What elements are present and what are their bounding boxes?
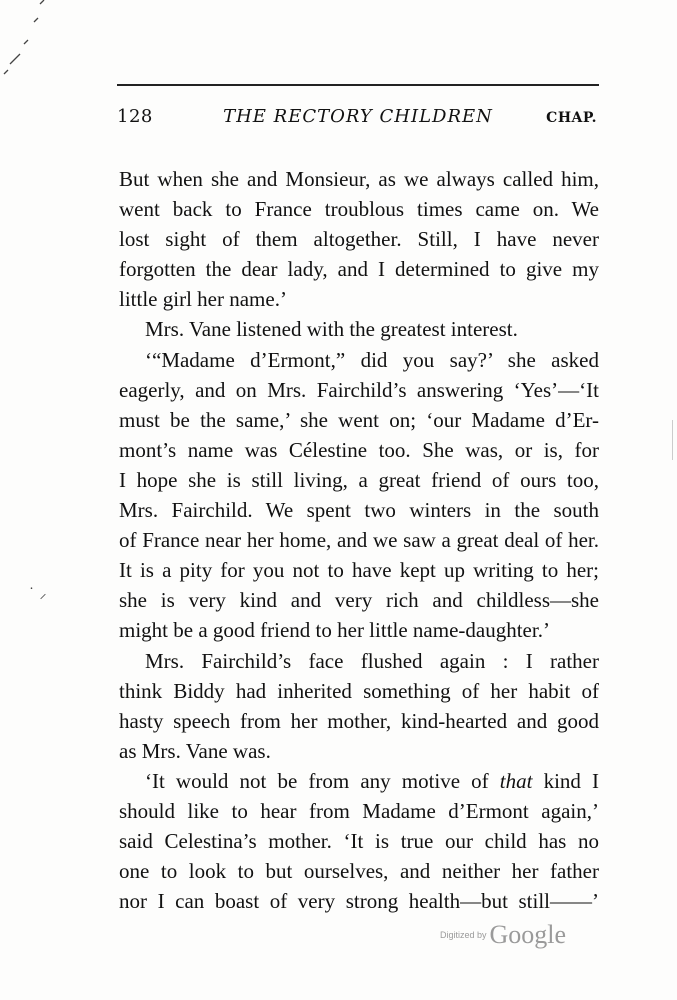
- text-line: as Mrs. Vane was.: [119, 738, 271, 763]
- text-line: of France near her home, and we saw a great deal of her.: [119, 528, 599, 553]
- page-number: 128: [117, 106, 153, 127]
- text-line: mont’s name was Célestine too. She was, or is, for: [119, 437, 599, 462]
- text-line: said Celestina’s mother. ‘It is true our child has no: [119, 829, 599, 854]
- text-run: ‘It would not be from any motive of: [145, 768, 500, 793]
- text-line: think Biddy had inherited something of her habit of: [119, 678, 599, 703]
- text-line: should like to hear from Madame d’Ermont again,’: [119, 798, 599, 823]
- text-line: little girl her name.’: [119, 287, 287, 312]
- text-line: nor I can boast of very strong health—but still——’: [119, 889, 599, 914]
- text-line: It is a pity for you not to have kept up writing to her;: [119, 558, 599, 583]
- text-line: lost sight of them altogether. Still, I have never: [119, 227, 599, 252]
- page-edge-mark: [672, 420, 673, 460]
- text-line: might be a good friend to her little name-daughter.’: [119, 618, 550, 643]
- margin-speck: ˙ ⸝: [28, 586, 47, 602]
- text-line: But when she and Monsieur, as we always called him,: [119, 167, 599, 191]
- watermark-prefix: Digitized by: [440, 930, 487, 940]
- digitization-watermark: [440, 920, 566, 950]
- text-line-with-italic: [119, 766, 599, 796]
- text-line: hasty speech from her mother, kind-hearted and good: [119, 708, 599, 733]
- text-line: went back to France troublous times came on. We: [119, 197, 599, 222]
- text-run: kind I: [532, 768, 600, 793]
- chapter-label: CHAP.: [546, 110, 597, 126]
- margin-pencil-marks: [0, 0, 60, 120]
- text-line: Mrs. Vane listened with the greatest interest.: [145, 317, 518, 342]
- text-line: forgotten the dear lady, and I determined to give my: [119, 257, 599, 282]
- running-header: [117, 104, 599, 134]
- text-line: must be the same,’ she went on; ‘our Madame d’Er-: [119, 407, 599, 432]
- text-line: I hope she is still living, a great friend of ours too,: [119, 467, 599, 492]
- italic-word: that: [499, 768, 533, 793]
- body-text: [119, 164, 599, 916]
- google-logo: Google: [489, 920, 567, 949]
- text-line: she is very kind and very rich and childless—she: [119, 588, 599, 613]
- text-line: one to look to but ourselves, and neither her father: [119, 859, 599, 884]
- text-line: eagerly, and on Mrs. Fairchild’s answering ‘Yes’—‘It: [119, 377, 599, 402]
- header-rule: [117, 84, 599, 86]
- text-line: Mrs. Fairchild’s face flushed again : I rather: [145, 648, 599, 673]
- text-line: ‘“Madame d’Ermont,” did you say?’ she asked: [145, 347, 599, 372]
- text-line: Mrs. Fairchild. We spent two winters in the south: [119, 498, 599, 523]
- running-title: THE RECTORY CHILDREN: [223, 106, 493, 127]
